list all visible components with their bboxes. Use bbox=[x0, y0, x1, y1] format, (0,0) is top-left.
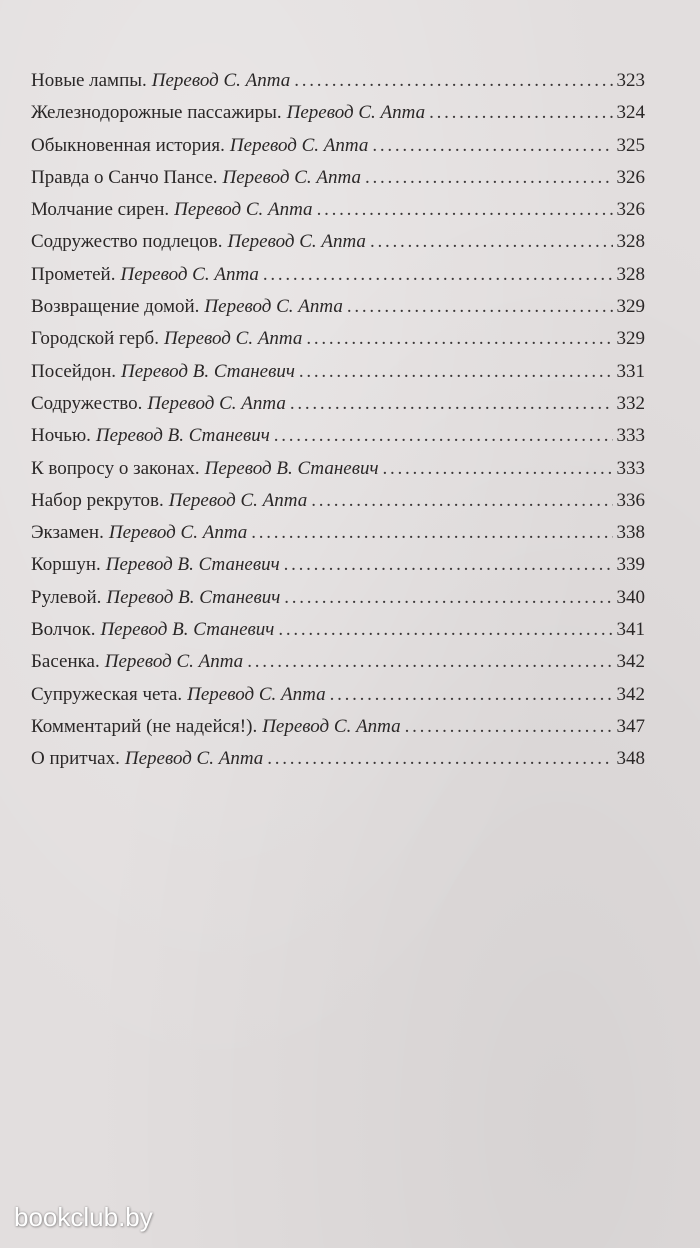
entry-translator: Перевод С. Апта bbox=[168, 489, 308, 511]
entry-translator: Перевод С. Апта bbox=[163, 328, 303, 350]
entry-page-number: 326 bbox=[616, 199, 645, 221]
entry-title: Ночью. bbox=[31, 425, 91, 447]
entry-title: Волчок. bbox=[31, 619, 96, 641]
entry-page-number: 329 bbox=[616, 328, 645, 350]
dot-leader bbox=[405, 716, 613, 738]
toc-entry bbox=[31, 458, 645, 490]
entry-translator: Перевод С. Апта bbox=[120, 263, 259, 285]
toc-entry bbox=[31, 490, 645, 522]
entry-translator: Перевод С. Апта bbox=[174, 199, 313, 221]
table-of-contents bbox=[31, 70, 645, 781]
toc-entry bbox=[31, 587, 645, 619]
entry-translator: Перевод С. Апта bbox=[147, 392, 286, 414]
entry-page-number: 339 bbox=[616, 554, 645, 576]
toc-entry bbox=[31, 554, 645, 586]
entry-page-number: 342 bbox=[616, 683, 645, 705]
entry-page-number: 347 bbox=[616, 715, 645, 737]
entry-title: Новые лампы. bbox=[31, 70, 147, 91]
toc-entry bbox=[31, 135, 645, 167]
dot-leader bbox=[267, 748, 612, 770]
toc-entry bbox=[31, 231, 645, 263]
entry-title: Содружество подлецов. bbox=[31, 231, 223, 253]
toc-entry bbox=[31, 328, 645, 360]
entry-page-number: 326 bbox=[616, 166, 645, 188]
entry-translator: Перевод С. Апта bbox=[108, 522, 248, 544]
toc-entry bbox=[31, 199, 645, 231]
toc-entry bbox=[31, 264, 645, 296]
dot-leader bbox=[278, 619, 612, 641]
entry-title: Молчание сирен. bbox=[31, 199, 170, 221]
dot-leader bbox=[299, 361, 613, 383]
entry-translator: Перевод С. Апта bbox=[187, 683, 326, 705]
entry-title: Рулевой. bbox=[31, 586, 102, 608]
site-watermark: bookclub.by bbox=[14, 1202, 153, 1232]
entry-title: Басенка. bbox=[31, 651, 100, 673]
dot-leader bbox=[383, 458, 613, 480]
toc-entry bbox=[31, 425, 645, 457]
entry-title: Содружество. bbox=[31, 392, 143, 414]
entry-translator: Перевод С. Апта bbox=[104, 651, 244, 673]
dot-leader bbox=[330, 684, 613, 706]
dot-leader bbox=[290, 393, 613, 415]
dot-leader bbox=[247, 651, 612, 673]
dot-leader bbox=[347, 296, 613, 318]
dot-leader bbox=[263, 264, 613, 286]
entry-title: Комментарий (не надейся!). bbox=[31, 715, 258, 737]
entry-page-number: 328 bbox=[616, 263, 645, 285]
toc-entry bbox=[31, 651, 645, 683]
toc-entry bbox=[31, 748, 645, 780]
entry-page-number: 328 bbox=[616, 231, 645, 253]
entry-page-number: 329 bbox=[616, 296, 645, 318]
entry-translator: Перевод С. Апта bbox=[124, 748, 264, 770]
dot-leader bbox=[274, 425, 613, 447]
entry-translator: Перевод С. Апта bbox=[262, 715, 401, 737]
entry-page-number: 341 bbox=[616, 619, 645, 641]
entry-title: О притчах. bbox=[31, 748, 120, 770]
toc-entry bbox=[31, 167, 645, 199]
entry-page-number: 325 bbox=[616, 134, 645, 156]
entry-translator: Перевод В. Станевич bbox=[121, 360, 295, 382]
entry-title: К вопросу о законах. bbox=[31, 457, 200, 479]
toc-entry bbox=[31, 70, 645, 102]
entry-title: Прометей. bbox=[31, 263, 116, 285]
entry-page-number: 323 bbox=[616, 70, 645, 91]
entry-page-number: 348 bbox=[616, 748, 645, 770]
entry-page-number: 333 bbox=[616, 425, 645, 447]
entry-translator: Перевод С. Апта bbox=[222, 166, 361, 188]
entry-translator: Перевод С. Апта bbox=[286, 102, 426, 124]
entry-translator: Перевод С. Апта bbox=[151, 70, 291, 91]
dot-leader bbox=[306, 328, 612, 350]
dot-leader bbox=[294, 70, 612, 92]
entry-title: Железнодорожные пассажиры. bbox=[31, 102, 282, 124]
entry-title: Супружеская чета. bbox=[31, 683, 183, 705]
dot-leader bbox=[372, 135, 612, 157]
entry-page-number: 333 bbox=[616, 457, 645, 479]
entry-page-number: 342 bbox=[616, 651, 645, 673]
entry-title: Правда о Санчо Пансе. bbox=[31, 166, 218, 188]
entry-page-number: 336 bbox=[616, 489, 645, 511]
dot-leader bbox=[311, 490, 612, 512]
entry-translator: Перевод В. Станевич bbox=[105, 554, 280, 576]
entry-page-number: 332 bbox=[616, 392, 645, 414]
dot-leader bbox=[284, 554, 613, 576]
entry-translator: Перевод В. Станевич bbox=[100, 619, 275, 641]
dot-leader bbox=[317, 199, 613, 221]
entry-page-number: 331 bbox=[616, 360, 645, 382]
entry-title: Экзамен. bbox=[31, 522, 104, 544]
entry-title: Коршун. bbox=[31, 554, 101, 576]
entry-title: Обыкновенная история. bbox=[31, 134, 225, 156]
entry-translator: Перевод В. Станевич bbox=[95, 425, 270, 447]
entry-page-number: 338 bbox=[616, 522, 645, 544]
entry-title: Возвращение домой. bbox=[31, 296, 200, 318]
toc-entry bbox=[31, 684, 645, 716]
dot-leader bbox=[429, 102, 612, 124]
entry-translator: Перевод В. Станевич bbox=[106, 586, 281, 608]
toc-entry bbox=[31, 619, 645, 651]
dot-leader bbox=[370, 231, 613, 253]
dot-leader bbox=[365, 167, 613, 189]
entry-translator: Перевод С. Апта bbox=[204, 296, 343, 318]
dot-leader bbox=[251, 522, 612, 544]
dot-leader bbox=[284, 587, 612, 609]
toc-entry bbox=[31, 361, 645, 393]
entry-page-number: 324 bbox=[616, 102, 645, 124]
entry-translator: Перевод С. Апта bbox=[227, 231, 366, 253]
entry-translator: Перевод В. Станевич bbox=[204, 457, 379, 479]
toc-entry bbox=[31, 716, 645, 748]
toc-entry bbox=[31, 393, 645, 425]
entry-translator: Перевод С. Апта bbox=[229, 134, 369, 156]
toc-entry bbox=[31, 296, 645, 328]
toc-entry bbox=[31, 522, 645, 554]
entry-title: Набор рекрутов. bbox=[31, 489, 164, 511]
entry-page-number: 340 bbox=[616, 586, 645, 608]
toc-entry bbox=[31, 102, 645, 134]
entry-title: Посейдон. bbox=[31, 360, 117, 382]
entry-title: Городской герб. bbox=[31, 328, 159, 350]
